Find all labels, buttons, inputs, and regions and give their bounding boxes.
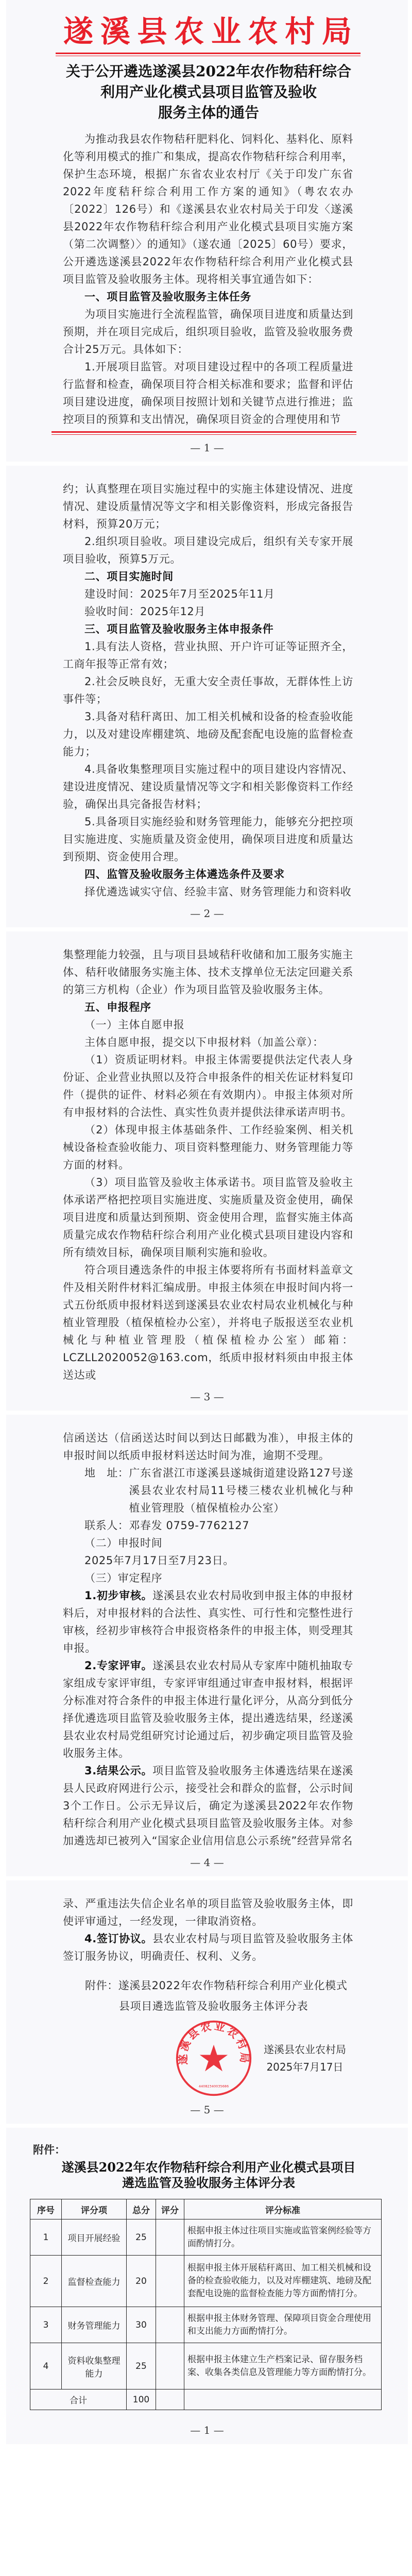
step-text: 遂溪县农业农村局从专家库中随机抽取专家组成专家评审组，专家评审组通过审查申报材料，根据评分标准对符合条件的申报主体进行量化评分，从高分到低分择优遴选项目监管及验收服务主体，提出遴选结果，经遂溪县农业农村局党组研究讨论通过后，初步确定项目监管及验收服务主体。 <box>63 1659 353 1759</box>
column-header: 序号 <box>30 2199 62 2219</box>
cell-total: 30 <box>127 2307 156 2343</box>
apply-period: 2025年7月17日至7月23日。 <box>84 1554 234 1567</box>
header-red-rule <box>56 53 360 54</box>
paragraph: 录、严重违法失信企业名单的项目监管及验收服务主体，即使评审通过，一经发现，一律取消资格。 <box>63 1897 353 1927</box>
cell-item: 监督检查能力 <box>62 2256 127 2307</box>
column-header: 总分 <box>127 2199 156 2219</box>
paragraph: 集整理能力较强，且与项目县域秸秆收储和加工服务实施主体、秸秆收储服务实施主体、技术支撑单位无法定回避关系的第三方机构（企业）作为项目监管及验收服务主体。 <box>63 948 353 996</box>
page-5 <box>6 1880 408 2124</box>
title-line: 服务主体的通告 <box>158 104 259 121</box>
cell-total: 25 <box>127 2343 156 2389</box>
step-lead: 4.签订协议。 <box>84 1933 153 1945</box>
condition-item: 1.具有法人资格，营业执照、开户许可证等证照齐全，工商年报等正常有效； <box>63 640 353 670</box>
table-row <box>30 2343 382 2389</box>
table-row <box>30 2256 382 2307</box>
page-number: — 5 — <box>190 2104 224 2116</box>
cell-score <box>156 2307 184 2343</box>
step-lead: 3.结果公示。 <box>84 1765 153 1777</box>
notice-title <box>57 61 360 123</box>
step-text: 项目监管及验收服务主体遴选结果在遂溪县人民政府网进行公示，接受社会和群众的监督，公示时间3个工作日。公示无异议后，确定为遂溪县2022年农作物秸秆综合利用产业化模式县项目监管及验收服务主体。对参加遴选却已被列入“国家企业信用信息公示系统”经营异常名 <box>63 1765 353 1847</box>
cell-criteria: 根据申报主体财务管理、保障项目资金合理使用和支出能力方面酌情打分。 <box>184 2307 382 2343</box>
procedure-step <box>63 1657 353 1762</box>
address-block <box>63 1464 353 1517</box>
title-line: 关于公开遴选遂溪县2022年农作物秸秆综合 <box>66 63 351 80</box>
procedure-step <box>63 1762 353 1850</box>
cell-no: 4 <box>30 2343 62 2389</box>
condition-item: 2.社会反映良好，无重大安全责任事故，无群体性上访事件等； <box>63 675 353 705</box>
page-number: — 2 — <box>190 907 224 920</box>
page-2 <box>6 466 408 927</box>
material-item: （2）体现申报主体基础条件、工作经验案例、相关机械设备检查验收能力、项目资料整理能力、财务管理能力等方面的材料。 <box>63 1124 353 1171</box>
issuer-header: 遂溪县农业农村局 <box>63 14 354 49</box>
page-4 <box>6 1415 408 1876</box>
footer-rule <box>52 431 356 435</box>
cell-score <box>156 2256 184 2307</box>
cell-no: 2 <box>30 2256 62 2307</box>
condition-item: 5.具备项目实施经验和财务管理能力，能够充分把控项目实施进度、实施质量及资金使用，确保项目进度和质量达到预期、资金使用合理。 <box>63 816 353 863</box>
acceptance-time: 验收时间：2025年12月 <box>84 605 205 618</box>
body-text <box>63 130 353 428</box>
section-heading: 三、项目监管及验收服务主体申报条件 <box>84 623 274 635</box>
attachment-note <box>85 1975 353 2016</box>
paragraph: 2.组织项目验收。项目建设完成后，组织有关专家开展项目验收，预算5万元。 <box>63 535 353 565</box>
subsection-heading: （三）审定程序 <box>84 1572 163 1584</box>
address-label: 地 址： <box>84 1467 129 1479</box>
paragraph: 符合项目遴选条件的申报主体要将所有书面材料盖章文件及相关附件材料汇编成册。申报主体须在申报时间内将一式五份纸质申报材料送到遂溪县农业农村局农业机械化与种植业管理股（植保植检办公室），并将电子版报送至农业机械化与种植业管理股（植保植检办公室）邮箱：LCZLL2020052@163.com，纸质申报材料须由申报主体送达或 <box>63 1264 353 1381</box>
subsection-heading: （一）主体自愿申报 <box>84 1019 185 1031</box>
official-seal <box>175 2020 252 2097</box>
page-number: — 1 — <box>190 2424 224 2436</box>
condition-item: 4.具备收集整理项目实施过程中的项目建设内容情况、建设进度情况、建设质量情况等文字和相关影像资料工作经验，确保出具完备报告材料； <box>63 763 353 810</box>
section-heading: 五、申报程序 <box>84 1001 151 1013</box>
cell-score <box>156 2219 184 2256</box>
column-header: 评分项 <box>62 2199 127 2219</box>
title-line: 利用产业化模式县项目监管及验收 <box>100 83 317 100</box>
section-heading: 四、监管及验收服务主体遴选条件及要求 <box>84 868 285 880</box>
step-lead: 1.初步审核。 <box>84 1589 153 1602</box>
page-number: — 3 — <box>190 1391 224 1403</box>
cell-score <box>156 2343 184 2389</box>
total-value: 100 <box>127 2389 156 2410</box>
body-text <box>63 946 353 1384</box>
section-heading: 二、项目实施时间 <box>84 570 174 583</box>
contact-line <box>63 1517 353 1534</box>
paragraph: 为项目实施进行全流程监管，确保项目进度和质量达到预期，并在项目完成后，组织项目验收，监管及验收服务费合计25万元。具体如下： <box>63 308 353 355</box>
cell-criteria: 根据申报主体过往项目实施或监管案例经验等方面酌情打分。 <box>184 2219 382 2256</box>
annex-title-line: 遂溪县2022年农作物秸秆综合利用产业化模式县项目 <box>61 2160 356 2175</box>
material-item: （3）项目监管及验收主体承诺书。项目监管及验收主体承诺严格把控项目实施进度、实施质量及资金使用，确保项目进度和质量达到预期、资金使用合理，监督实施主体高质量完成农作物秸秆综合利用产业化模式县项目建设内容和所有绩效目标，确保项目顺利实施和验收。 <box>63 1176 353 1259</box>
condition-item: 3.具备对秸秆离田、加工相关机械和设备的检查验收能力，以及对建设库棚建筑、地磅及配套配电设施的监督检查能力； <box>63 710 353 758</box>
attachment-line: 县项目遴选监管及验收服务主体评分表 <box>119 2000 308 2012</box>
contact-value: 邓春发 0759-7762127 <box>129 1519 250 1532</box>
build-time: 建设时间：2025年7月至2025年11月 <box>84 588 275 600</box>
step-text: 县农业农村局与项目监管及验收服务主体签订服务协议，明确责任、权利、义务。 <box>63 1933 353 1962</box>
procedure-step <box>63 1587 353 1657</box>
table-row <box>30 2307 382 2343</box>
contact-label: 联系人： <box>84 1519 129 1532</box>
cell-no: 3 <box>30 2307 62 2343</box>
cell-item: 项目开展经验 <box>62 2219 127 2256</box>
address-value: 广东省湛江市遂溪县遂城街道建设路127号遂溪县农业农村局11号楼三楼农业机械化与种植业管理股（植保植检办公室） <box>129 1467 353 1514</box>
cell-criteria: 根据申报主体开展秸秆离田、加工相关机械和设备的检查验收能力，以及对库棚建筑、地磅及配套配电设施的监督检查能力等方面酌情打分。 <box>184 2256 382 2307</box>
footer-red-rule-thin <box>52 434 356 435</box>
annex-title-line: 遴选监管及验收服务主体评分表 <box>122 2175 295 2190</box>
cell-item: 财务管理能力 <box>62 2307 127 2343</box>
cell-score <box>156 2389 184 2410</box>
cell-criteria: 根据申报主体建立生产档案记录、留存服务档案、收集各类信息及管理能力等方面酌情打分。 <box>184 2343 382 2389</box>
page-6-annex <box>6 2128 408 2444</box>
signature-block <box>261 2041 349 2076</box>
page-number: — 4 — <box>190 1856 224 1869</box>
section-heading: 一、项目监管及验收服务主体任务 <box>84 291 251 303</box>
cell-total: 20 <box>127 2256 156 2307</box>
table-header-row <box>30 2199 382 2219</box>
paragraph: 约；认真整理在项目实施过程中的实施主体建设情况、进度情况、建设质量情况等文字和相关影像资料，形成完备报告材料，预算20万元； <box>63 483 353 530</box>
page-1 <box>6 0 408 462</box>
scoring-table <box>30 2199 382 2410</box>
total-label: 合计 <box>30 2389 127 2410</box>
seal-star-icon <box>200 2045 228 2072</box>
step-text: 遂溪县农业农村局收到申报主体的申报材料后，对申报材料的合法性、真实性、可行性和完整性进行审核，经初步审核符合申报资格条件的申报主体，则受理其申报。 <box>63 1589 353 1654</box>
cell-criteria <box>184 2389 382 2410</box>
intro-paragraph: 为推动我县农作物秸秆肥料化、饲料化、基料化、原料化等利用模式的推广和集成，提高农作物秸秆综合利用率，保护生态环境，根据广东省农业农村厅《关于印发广东省2022年度秸秆综合利用工作方案的通知》（粤农农办〔2022〕126号）和《遂溪县农业农村局关于印发〈遂溪县2022年农作物秸秆综合利用产业化模式县项目实施方案（第二次调整）〉的通知》（遂农通〔2025〕60号）要求，公开遴选遂溪县2022年农作物秸秆综合利用产业化模式县项目监管及验收服务主体。现将相关事宜通告如下： <box>63 133 353 285</box>
step-lead: 2.专家评审。 <box>84 1659 153 1672</box>
body-text <box>63 1429 353 1850</box>
signature-org: 遂溪县农业农村局 <box>264 2043 346 2056</box>
procedure-step <box>63 1930 353 1965</box>
annex-title <box>52 2160 366 2191</box>
attachment-line: 附件：遂溪县2022年农作物秸秆综合利用产业化模式 <box>85 1979 348 1992</box>
table-row <box>30 2219 382 2256</box>
cell-item: 资料收集整理能力 <box>62 2343 127 2389</box>
body-text <box>63 1895 353 1965</box>
column-header: 评分 <box>156 2199 184 2219</box>
paragraph: 择优遴选诚实守信、经验丰富、财务管理能力和资料收 <box>84 886 352 898</box>
table-total-row <box>30 2389 382 2410</box>
paragraph: 主体自愿申报，提交以下申报材料（加盖公章）： <box>84 1036 324 1048</box>
page-3 <box>6 931 408 1411</box>
seal-text: 遂溪县农业农村局 <box>176 2020 251 2065</box>
seal-code: 44082340035686 <box>198 2084 229 2089</box>
header-rule <box>56 53 360 56</box>
cell-no: 1 <box>30 2219 62 2256</box>
cell-total: 25 <box>127 2219 156 2256</box>
signature-row <box>6 2020 349 2097</box>
paragraph: 信函送达（信函送达时间以到达日邮戳为准），申报主体的申报时间以纸质申报材料送达时间为准，逾期不受理。 <box>63 1432 353 1462</box>
subsection-heading: （二）申报时间 <box>84 1537 163 1549</box>
body-text <box>63 480 353 901</box>
paragraph: 1.开展项目监管。对项目建设过程中的各项工程质量进行监督和检查，确保项目符合相关标准和要求；监督和评估项目建设进度，确保项目按照计划和关键节点进行推进；监控项目的预算和支出情况，确保项目资金的合理使用和节 <box>63 361 353 426</box>
annex-label: 附件： <box>33 2144 65 2156</box>
material-item: （1）资质证明材料。申报主体需要提供法定代表人身份证、企业营业执照以及符合申报条件的相关佐证材料复印件（提供的证件、材料必须在有效期内）。申报主体须对所有申报材料的合法性、真实性负责并提供法律承诺声明书。 <box>63 1054 353 1118</box>
column-header: 评分标准 <box>184 2199 382 2219</box>
page-number: — 1 — <box>190 442 224 454</box>
signature-date: 2025年7月17日 <box>266 2061 344 2073</box>
footer-red-rule <box>52 431 356 433</box>
